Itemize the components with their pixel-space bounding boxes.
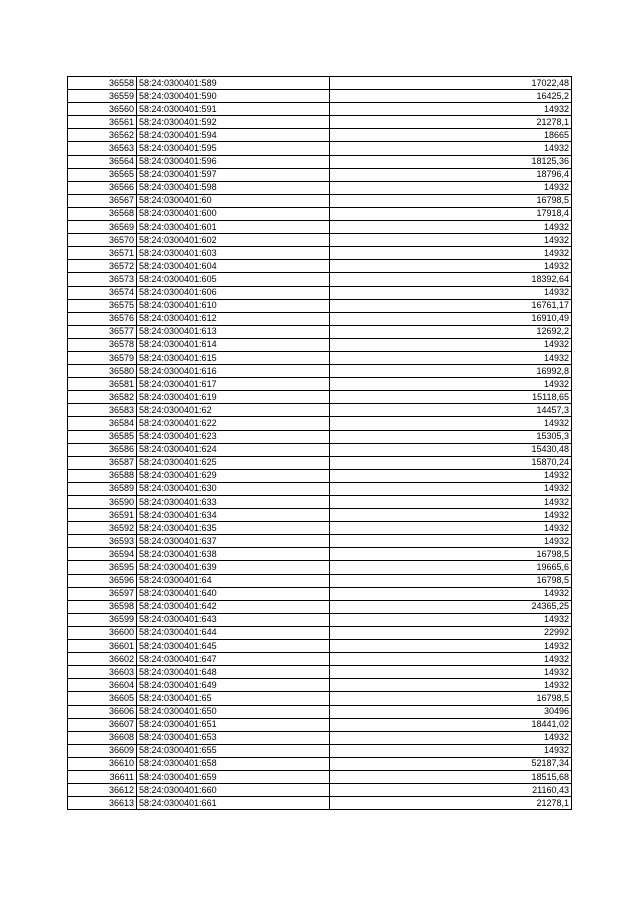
cadastral-number-cell: 58:24:0300401:591 (137, 103, 330, 116)
row-number-cell: 36571 (68, 247, 137, 260)
row-number-cell: 36559 (68, 90, 137, 103)
value-cell: 14932 (330, 417, 572, 430)
cadastral-number-cell: 58:24:0300401:625 (137, 456, 330, 469)
value-cell: 18441,02 (330, 718, 572, 731)
table-row (68, 273, 572, 286)
value-cell: 15305,3 (330, 430, 572, 443)
table-row (68, 260, 572, 273)
value-cell: 17918,4 (330, 207, 572, 220)
table-row (68, 587, 572, 600)
table-row (68, 221, 572, 234)
value-cell: 22992 (330, 626, 572, 639)
table-row (68, 797, 572, 810)
value-cell: 16425,2 (330, 90, 572, 103)
value-cell: 16798,5 (330, 574, 572, 587)
cadastral-number-cell: 58:24:0300401:598 (137, 181, 330, 194)
value-cell: 18665 (330, 129, 572, 142)
cadastral-number-cell: 58:24:0300401:630 (137, 482, 330, 495)
table-row (68, 679, 572, 692)
value-cell: 14932 (330, 260, 572, 273)
value-cell: 14932 (330, 640, 572, 653)
value-cell: 52187,34 (330, 757, 572, 770)
value-cell: 14932 (330, 103, 572, 116)
table-row (68, 129, 572, 142)
cadastral-number-cell: 58:24:0300401:624 (137, 443, 330, 456)
row-number-cell: 36601 (68, 640, 137, 653)
cadastral-number-cell: 58:24:0300401:613 (137, 325, 330, 338)
value-cell: 18515,68 (330, 770, 572, 783)
table-row (68, 456, 572, 469)
value-cell: 14932 (330, 587, 572, 600)
cadastral-number-cell: 58:24:0300401:633 (137, 496, 330, 509)
row-number-cell: 36599 (68, 613, 137, 626)
table-row (68, 626, 572, 639)
table-row (68, 522, 572, 535)
row-number-cell: 36600 (68, 626, 137, 639)
table-row (68, 299, 572, 312)
cadastral-number-cell: 58:24:0300401:644 (137, 626, 330, 639)
row-number-cell: 36605 (68, 692, 137, 705)
table-row (68, 142, 572, 155)
value-cell: 14932 (330, 378, 572, 391)
value-cell: 14932 (330, 496, 572, 509)
row-number-cell: 36564 (68, 155, 137, 168)
cadastral-number-cell: 58:24:0300401:600 (137, 207, 330, 220)
value-cell: 14932 (330, 666, 572, 679)
cadastral-number-cell: 58:24:0300401:653 (137, 731, 330, 744)
cadastral-number-cell: 58:24:0300401:619 (137, 391, 330, 404)
table-row (68, 77, 572, 90)
cadastral-number-cell: 58:24:0300401:589 (137, 77, 330, 90)
table-row (68, 744, 572, 757)
row-number-cell: 36610 (68, 757, 137, 770)
row-number-cell: 36609 (68, 744, 137, 757)
table-row (68, 194, 572, 207)
row-number-cell: 36592 (68, 522, 137, 535)
value-cell: 14932 (330, 744, 572, 757)
table-row (68, 168, 572, 181)
table-row (68, 718, 572, 731)
value-cell: 16798,5 (330, 692, 572, 705)
row-number-cell: 36591 (68, 509, 137, 522)
row-number-cell: 36576 (68, 312, 137, 325)
row-number-cell: 36583 (68, 404, 137, 417)
value-cell: 19665,6 (330, 561, 572, 574)
value-cell: 14932 (330, 731, 572, 744)
cadastral-number-cell: 58:24:0300401:643 (137, 613, 330, 626)
cadastral-number-cell: 58:24:0300401:64 (137, 574, 330, 587)
cadastral-number-cell: 58:24:0300401:612 (137, 312, 330, 325)
row-number-cell: 36604 (68, 679, 137, 692)
value-cell: 21278,1 (330, 797, 572, 810)
value-cell: 16798,5 (330, 548, 572, 561)
value-cell: 14932 (330, 351, 572, 364)
table-row (68, 338, 572, 351)
value-cell: 21160,43 (330, 784, 572, 797)
value-cell: 18796,4 (330, 168, 572, 181)
table-row (68, 613, 572, 626)
cadastral-number-cell: 58:24:0300401:642 (137, 600, 330, 613)
row-number-cell: 36566 (68, 181, 137, 194)
cadastral-number-cell: 58:24:0300401:597 (137, 168, 330, 181)
row-number-cell: 36562 (68, 129, 137, 142)
row-number-cell: 36590 (68, 496, 137, 509)
table-row (68, 535, 572, 548)
table-row (68, 286, 572, 299)
cadastral-number-cell: 58:24:0300401:648 (137, 666, 330, 679)
cadastral-number-cell: 58:24:0300401:605 (137, 273, 330, 286)
cadastral-number-cell: 58:24:0300401:590 (137, 90, 330, 103)
row-number-cell: 36561 (68, 116, 137, 129)
table-row (68, 443, 572, 456)
value-cell: 14932 (330, 234, 572, 247)
table-row (68, 509, 572, 522)
row-number-cell: 36573 (68, 273, 137, 286)
row-number-cell: 36578 (68, 338, 137, 351)
value-cell: 14932 (330, 221, 572, 234)
cadastral-number-cell: 58:24:0300401:660 (137, 784, 330, 797)
table-row (68, 365, 572, 378)
row-number-cell: 36613 (68, 797, 137, 810)
table-row (68, 234, 572, 247)
table-row (68, 404, 572, 417)
cadastral-number-cell: 58:24:0300401:606 (137, 286, 330, 299)
value-cell: 14932 (330, 469, 572, 482)
value-cell: 30496 (330, 705, 572, 718)
row-number-cell: 36596 (68, 574, 137, 587)
table-row (68, 600, 572, 613)
cadastral-number-cell: 58:24:0300401:623 (137, 430, 330, 443)
cadastral-number-cell: 58:24:0300401:637 (137, 535, 330, 548)
value-cell: 15430,48 (330, 443, 572, 456)
cadastral-number-cell: 58:24:0300401:640 (137, 587, 330, 600)
table-row (68, 692, 572, 705)
value-cell: 16761,17 (330, 299, 572, 312)
table-row (68, 247, 572, 260)
value-cell: 14932 (330, 482, 572, 495)
cadastral-value-table (67, 76, 572, 810)
table-row (68, 155, 572, 168)
row-number-cell: 36567 (68, 194, 137, 207)
cadastral-number-cell: 58:24:0300401:622 (137, 417, 330, 430)
row-number-cell: 36585 (68, 430, 137, 443)
value-cell: 14932 (330, 142, 572, 155)
table-row (68, 325, 572, 338)
value-cell: 14932 (330, 247, 572, 260)
row-number-cell: 36603 (68, 666, 137, 679)
row-number-cell: 36608 (68, 731, 137, 744)
cadastral-number-cell: 58:24:0300401:650 (137, 705, 330, 718)
cadastral-number-cell: 58:24:0300401:639 (137, 561, 330, 574)
cadastral-number-cell: 58:24:0300401:629 (137, 469, 330, 482)
value-cell: 14932 (330, 535, 572, 548)
table-row (68, 469, 572, 482)
row-number-cell: 36606 (68, 705, 137, 718)
cadastral-number-cell: 58:24:0300401:610 (137, 299, 330, 312)
row-number-cell: 36565 (68, 168, 137, 181)
cadastral-number-cell: 58:24:0300401:592 (137, 116, 330, 129)
table-row (68, 548, 572, 561)
value-cell: 14932 (330, 613, 572, 626)
table-row (68, 482, 572, 495)
value-cell: 18125,36 (330, 155, 572, 168)
row-number-cell: 36598 (68, 600, 137, 613)
cadastral-number-cell: 58:24:0300401:615 (137, 351, 330, 364)
table-row (68, 574, 572, 587)
table-row (68, 378, 572, 391)
table-row (68, 391, 572, 404)
value-cell: 14932 (330, 653, 572, 666)
row-number-cell: 36595 (68, 561, 137, 574)
value-cell: 14932 (330, 522, 572, 535)
cadastral-number-cell: 58:24:0300401:595 (137, 142, 330, 155)
row-number-cell: 36584 (68, 417, 137, 430)
value-cell: 16992,8 (330, 365, 572, 378)
row-number-cell: 36612 (68, 784, 137, 797)
cadastral-number-cell: 58:24:0300401:647 (137, 653, 330, 666)
cadastral-number-cell: 58:24:0300401:601 (137, 221, 330, 234)
table-body (68, 77, 572, 810)
value-cell: 15870,24 (330, 456, 572, 469)
value-cell: 14457,3 (330, 404, 572, 417)
table-row (68, 653, 572, 666)
row-number-cell: 36579 (68, 351, 137, 364)
value-cell: 21278,1 (330, 116, 572, 129)
row-number-cell: 36574 (68, 286, 137, 299)
row-number-cell: 36594 (68, 548, 137, 561)
table-row (68, 207, 572, 220)
cadastral-number-cell: 58:24:0300401:617 (137, 378, 330, 391)
row-number-cell: 36593 (68, 535, 137, 548)
value-cell: 16910,49 (330, 312, 572, 325)
table-row (68, 417, 572, 430)
value-cell: 18392,64 (330, 273, 572, 286)
row-number-cell: 36611 (68, 770, 137, 783)
value-cell: 14932 (330, 338, 572, 351)
row-number-cell: 36602 (68, 653, 137, 666)
value-cell: 12692,2 (330, 325, 572, 338)
row-number-cell: 36558 (68, 77, 137, 90)
row-number-cell: 36589 (68, 482, 137, 495)
cadastral-number-cell: 58:24:0300401:65 (137, 692, 330, 705)
cadastral-number-cell: 58:24:0300401:638 (137, 548, 330, 561)
cadastral-number-cell: 58:24:0300401:655 (137, 744, 330, 757)
cadastral-number-cell: 58:24:0300401:649 (137, 679, 330, 692)
cadastral-number-cell: 58:24:0300401:635 (137, 522, 330, 535)
value-cell: 16798,5 (330, 194, 572, 207)
table-row (68, 784, 572, 797)
table-row (68, 181, 572, 194)
value-cell: 15118,65 (330, 391, 572, 404)
table-row (68, 757, 572, 770)
row-number-cell: 36575 (68, 299, 137, 312)
value-cell: 17022,48 (330, 77, 572, 90)
row-number-cell: 36569 (68, 221, 137, 234)
cadastral-number-cell: 58:24:0300401:603 (137, 247, 330, 260)
cadastral-number-cell: 58:24:0300401:614 (137, 338, 330, 351)
row-number-cell: 36586 (68, 443, 137, 456)
table-row (68, 90, 572, 103)
row-number-cell: 36563 (68, 142, 137, 155)
cadastral-number-cell: 58:24:0300401:661 (137, 797, 330, 810)
cadastral-number-cell: 58:24:0300401:596 (137, 155, 330, 168)
cadastral-number-cell: 58:24:0300401:645 (137, 640, 330, 653)
row-number-cell: 36570 (68, 234, 137, 247)
table-row (68, 103, 572, 116)
cadastral-number-cell: 58:24:0300401:659 (137, 770, 330, 783)
cadastral-number-cell: 58:24:0300401:594 (137, 129, 330, 142)
value-cell: 14932 (330, 679, 572, 692)
value-cell: 14932 (330, 181, 572, 194)
cadastral-number-cell: 58:24:0300401:616 (137, 365, 330, 378)
row-number-cell: 36607 (68, 718, 137, 731)
row-number-cell: 36580 (68, 365, 137, 378)
value-cell: 24365,25 (330, 600, 572, 613)
table-row (68, 666, 572, 679)
table-row (68, 640, 572, 653)
table-row (68, 731, 572, 744)
table-row (68, 561, 572, 574)
table-row (68, 770, 572, 783)
cadastral-number-cell: 58:24:0300401:62 (137, 404, 330, 417)
cadastral-number-cell: 58:24:0300401:604 (137, 260, 330, 273)
row-number-cell: 36577 (68, 325, 137, 338)
row-number-cell: 36587 (68, 456, 137, 469)
table-row (68, 351, 572, 364)
value-cell: 14932 (330, 509, 572, 522)
table-row (68, 430, 572, 443)
table-row (68, 116, 572, 129)
cadastral-number-cell: 58:24:0300401:651 (137, 718, 330, 731)
row-number-cell: 36581 (68, 378, 137, 391)
row-number-cell: 36582 (68, 391, 137, 404)
row-number-cell: 36588 (68, 469, 137, 482)
row-number-cell: 36597 (68, 587, 137, 600)
cadastral-number-cell: 58:24:0300401:634 (137, 509, 330, 522)
table-row (68, 312, 572, 325)
row-number-cell: 36568 (68, 207, 137, 220)
cadastral-number-cell: 58:24:0300401:602 (137, 234, 330, 247)
cadastral-number-cell: 58:24:0300401:60 (137, 194, 330, 207)
value-cell: 14932 (330, 286, 572, 299)
table-row (68, 705, 572, 718)
table-row (68, 496, 572, 509)
cadastral-number-cell: 58:24:0300401:658 (137, 757, 330, 770)
row-number-cell: 36560 (68, 103, 137, 116)
row-number-cell: 36572 (68, 260, 137, 273)
